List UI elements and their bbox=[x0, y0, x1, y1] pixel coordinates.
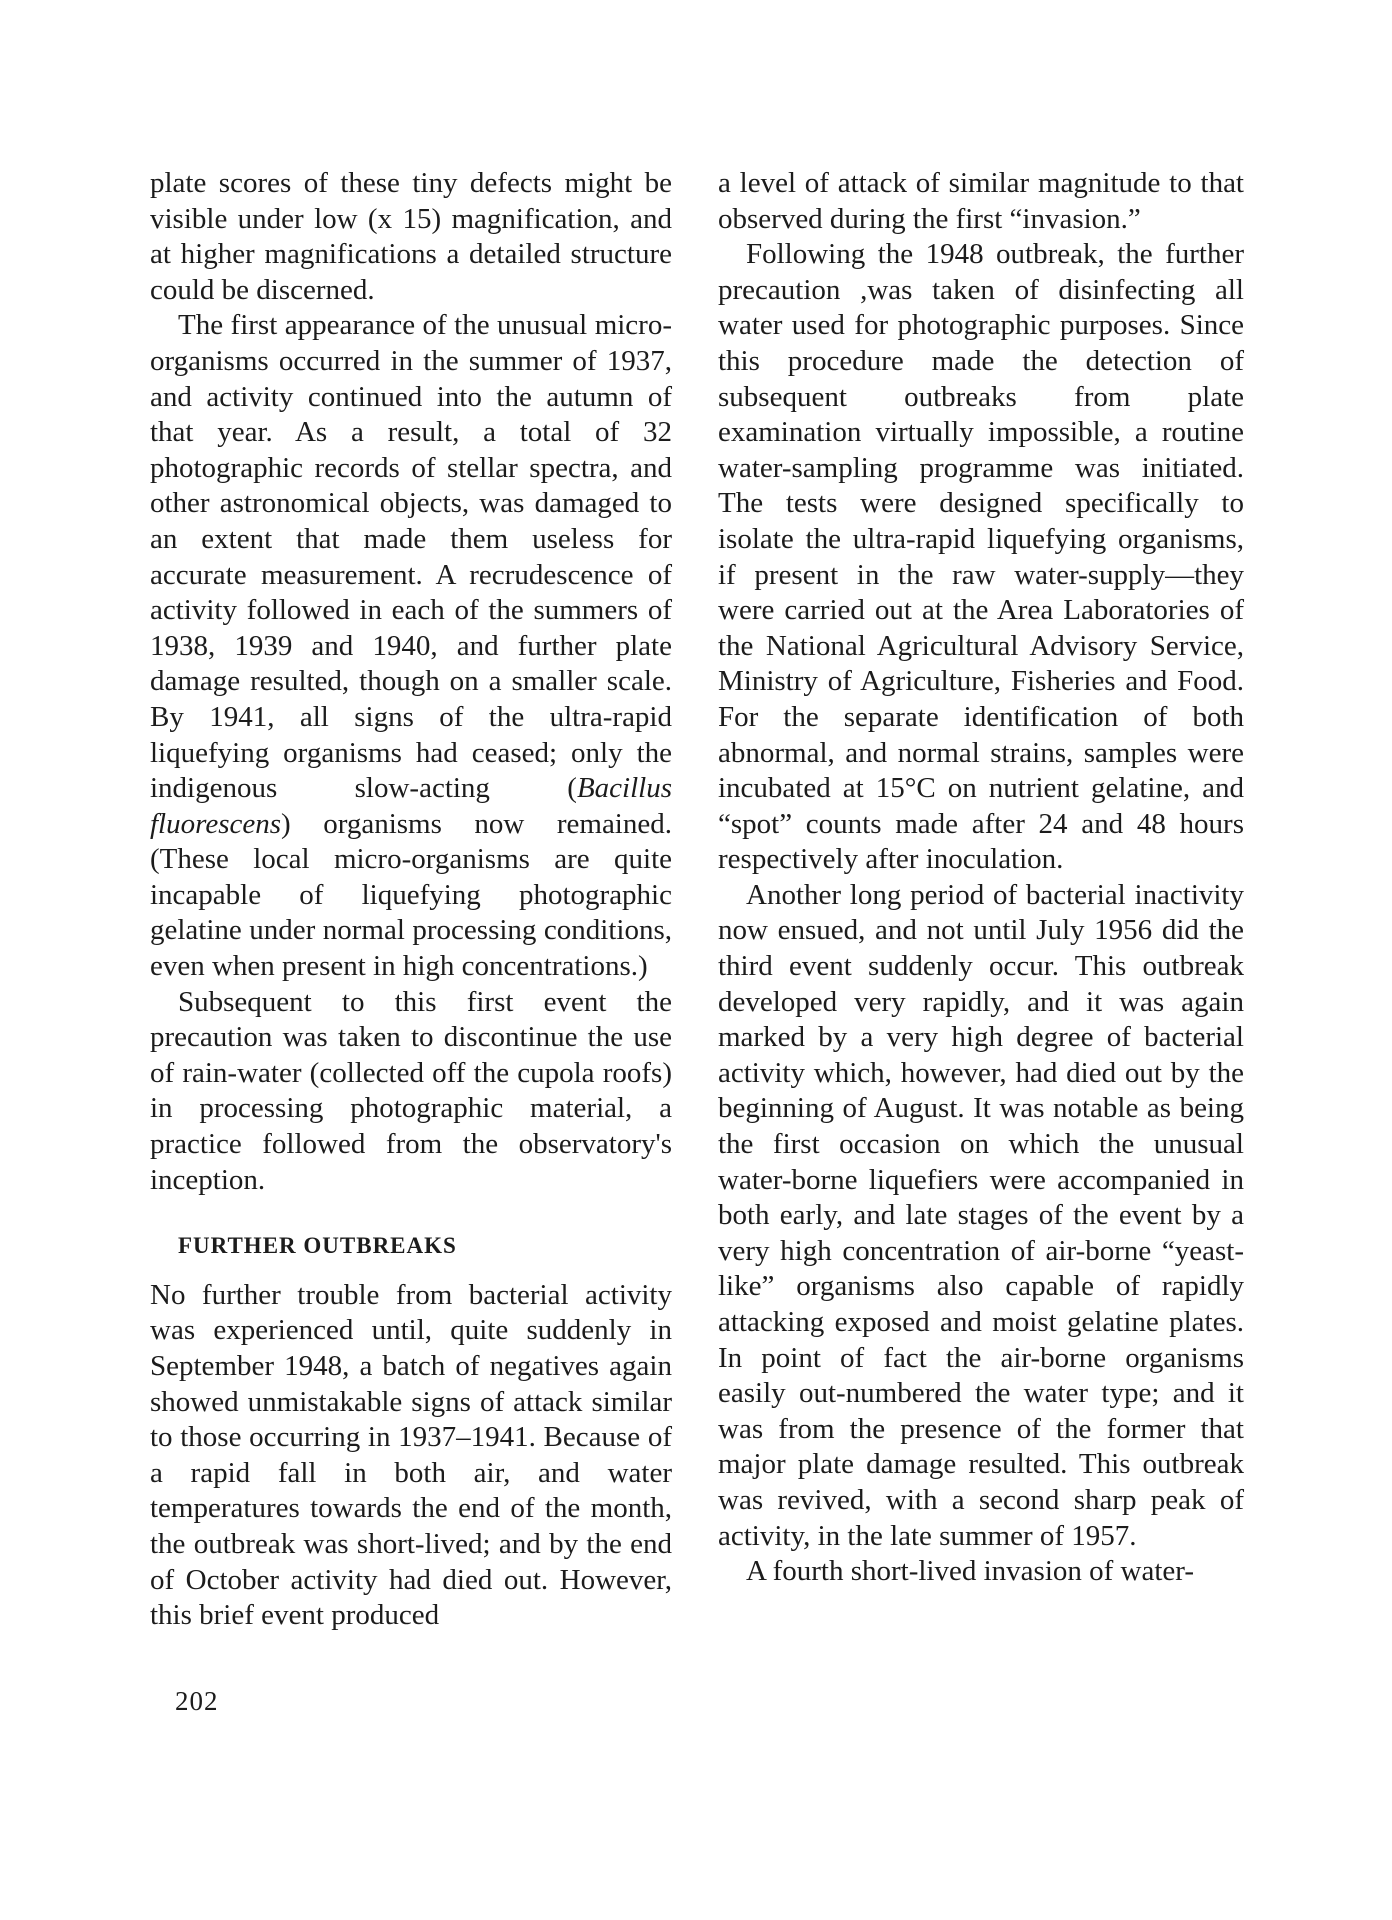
species-name: Bacillus fluorescens bbox=[150, 772, 672, 840]
section-heading: FURTHER OUTBREAKS bbox=[178, 1233, 457, 1259]
paragraph-third-event: Another long period of bacterial inactivity now ensued, and not until July 1956 did the third event suddenly occur. This outbreak developed very rapidly, and it was again marked by a very high degree of bacterial activity which, however, had died out by the beginning of August. It was notable as being the first occasion on which the unusual water-borne liquefiers were accompanied in both early, and late stages of the event by a very high concentration of air-borne “yeast-like” organisms also capable of rapidly attacking exposed and moist gelatine plates. In point of fact the air-borne organisms easily out-numbered the water type; and it was from the presence of the former that major plate damage resulted. This outbreak was revived, with a second sharp peak of activity, in the late summer of 1957. bbox=[718, 878, 1244, 1552]
paragraph-text: ) organisms now remained. (These local micro-organisms are quite incapable of liquefying photographic gelatine under normal processing conditions, even when present in high concentrations.) bbox=[150, 807, 672, 983]
paragraph-precaution: Subsequent to this first event the precaution was taken to discontinue the use of rain-water (collected off the cupola roofs) in processing photographic material, a practice followed from the observatory's inception. bbox=[150, 985, 672, 1196]
paragraph-level-of-attack: a level of attack of similar magnitude to that observed during the first “invasion.” bbox=[718, 167, 1244, 235]
page-number: 202 bbox=[175, 1686, 219, 1716]
paragraph-text: The first appearance of the unusual micro-organisms occurred in the summer of 1937, and activity continued into the autumn of that year. As a result, a total of 32 photographic records of stellar spectra, and other astronomical objects, was damaged to an extent that made them useless for accurate measurement. A recrudescence of activity followed in each of the summers of 1938, 1939 and 1940, and further plate damage resulted, though on a smaller scale. By 1941, all signs of the ultra-rapid liquefying organisms had ceased; only the indigenous slow-acting ( bbox=[150, 309, 672, 805]
paragraph-1948-outbreak: Following the 1948 outbreak, the further precaution ,was taken of disinfecting all water used for photographic purposes. Since this procedure made the detection of subsequent outbreaks from plate examination virtually impossible, a routine water-sampling programme was initiated. The tests were designed specifically to isolate the ultra-rapid liquefying organisms, if present in the raw water-supply—they were carried out at the Area Laboratories of the National Agricultural Advisory Service, Ministry of Agriculture, Fisheries and Food. For the separate identification of both abnormal, and normal strains, samples were incubated at 15°C on nutrient gelatine, and “spot” counts made after 24 and 48 hours respectively after inoculation. bbox=[718, 238, 1244, 876]
paragraph-fourth-invasion: A fourth short-lived invasion of water- bbox=[746, 1555, 1195, 1588]
paragraph-first-appearance bbox=[150, 308, 672, 984]
paragraph-magnification: plate scores of these tiny defects might be visible under low (x 15) magnification, and at higher magnifications a detailed structure could be discerned. bbox=[150, 167, 672, 306]
paragraph-further-outbreaks: No further trouble from bacterial activity was experienced until, quite suddenly in September 1948, a batch of negatives again showed unmistakable signs of attack similar to those occurring in 1937–1941. Because of a rapid fall in both air, and water temperatures towards the end of the month, the outbreak was short-lived; and by the end of October activity had died out. However, this brief event produced bbox=[150, 1278, 672, 1632]
left-column bbox=[150, 166, 672, 1634]
right-column bbox=[718, 166, 1244, 1590]
